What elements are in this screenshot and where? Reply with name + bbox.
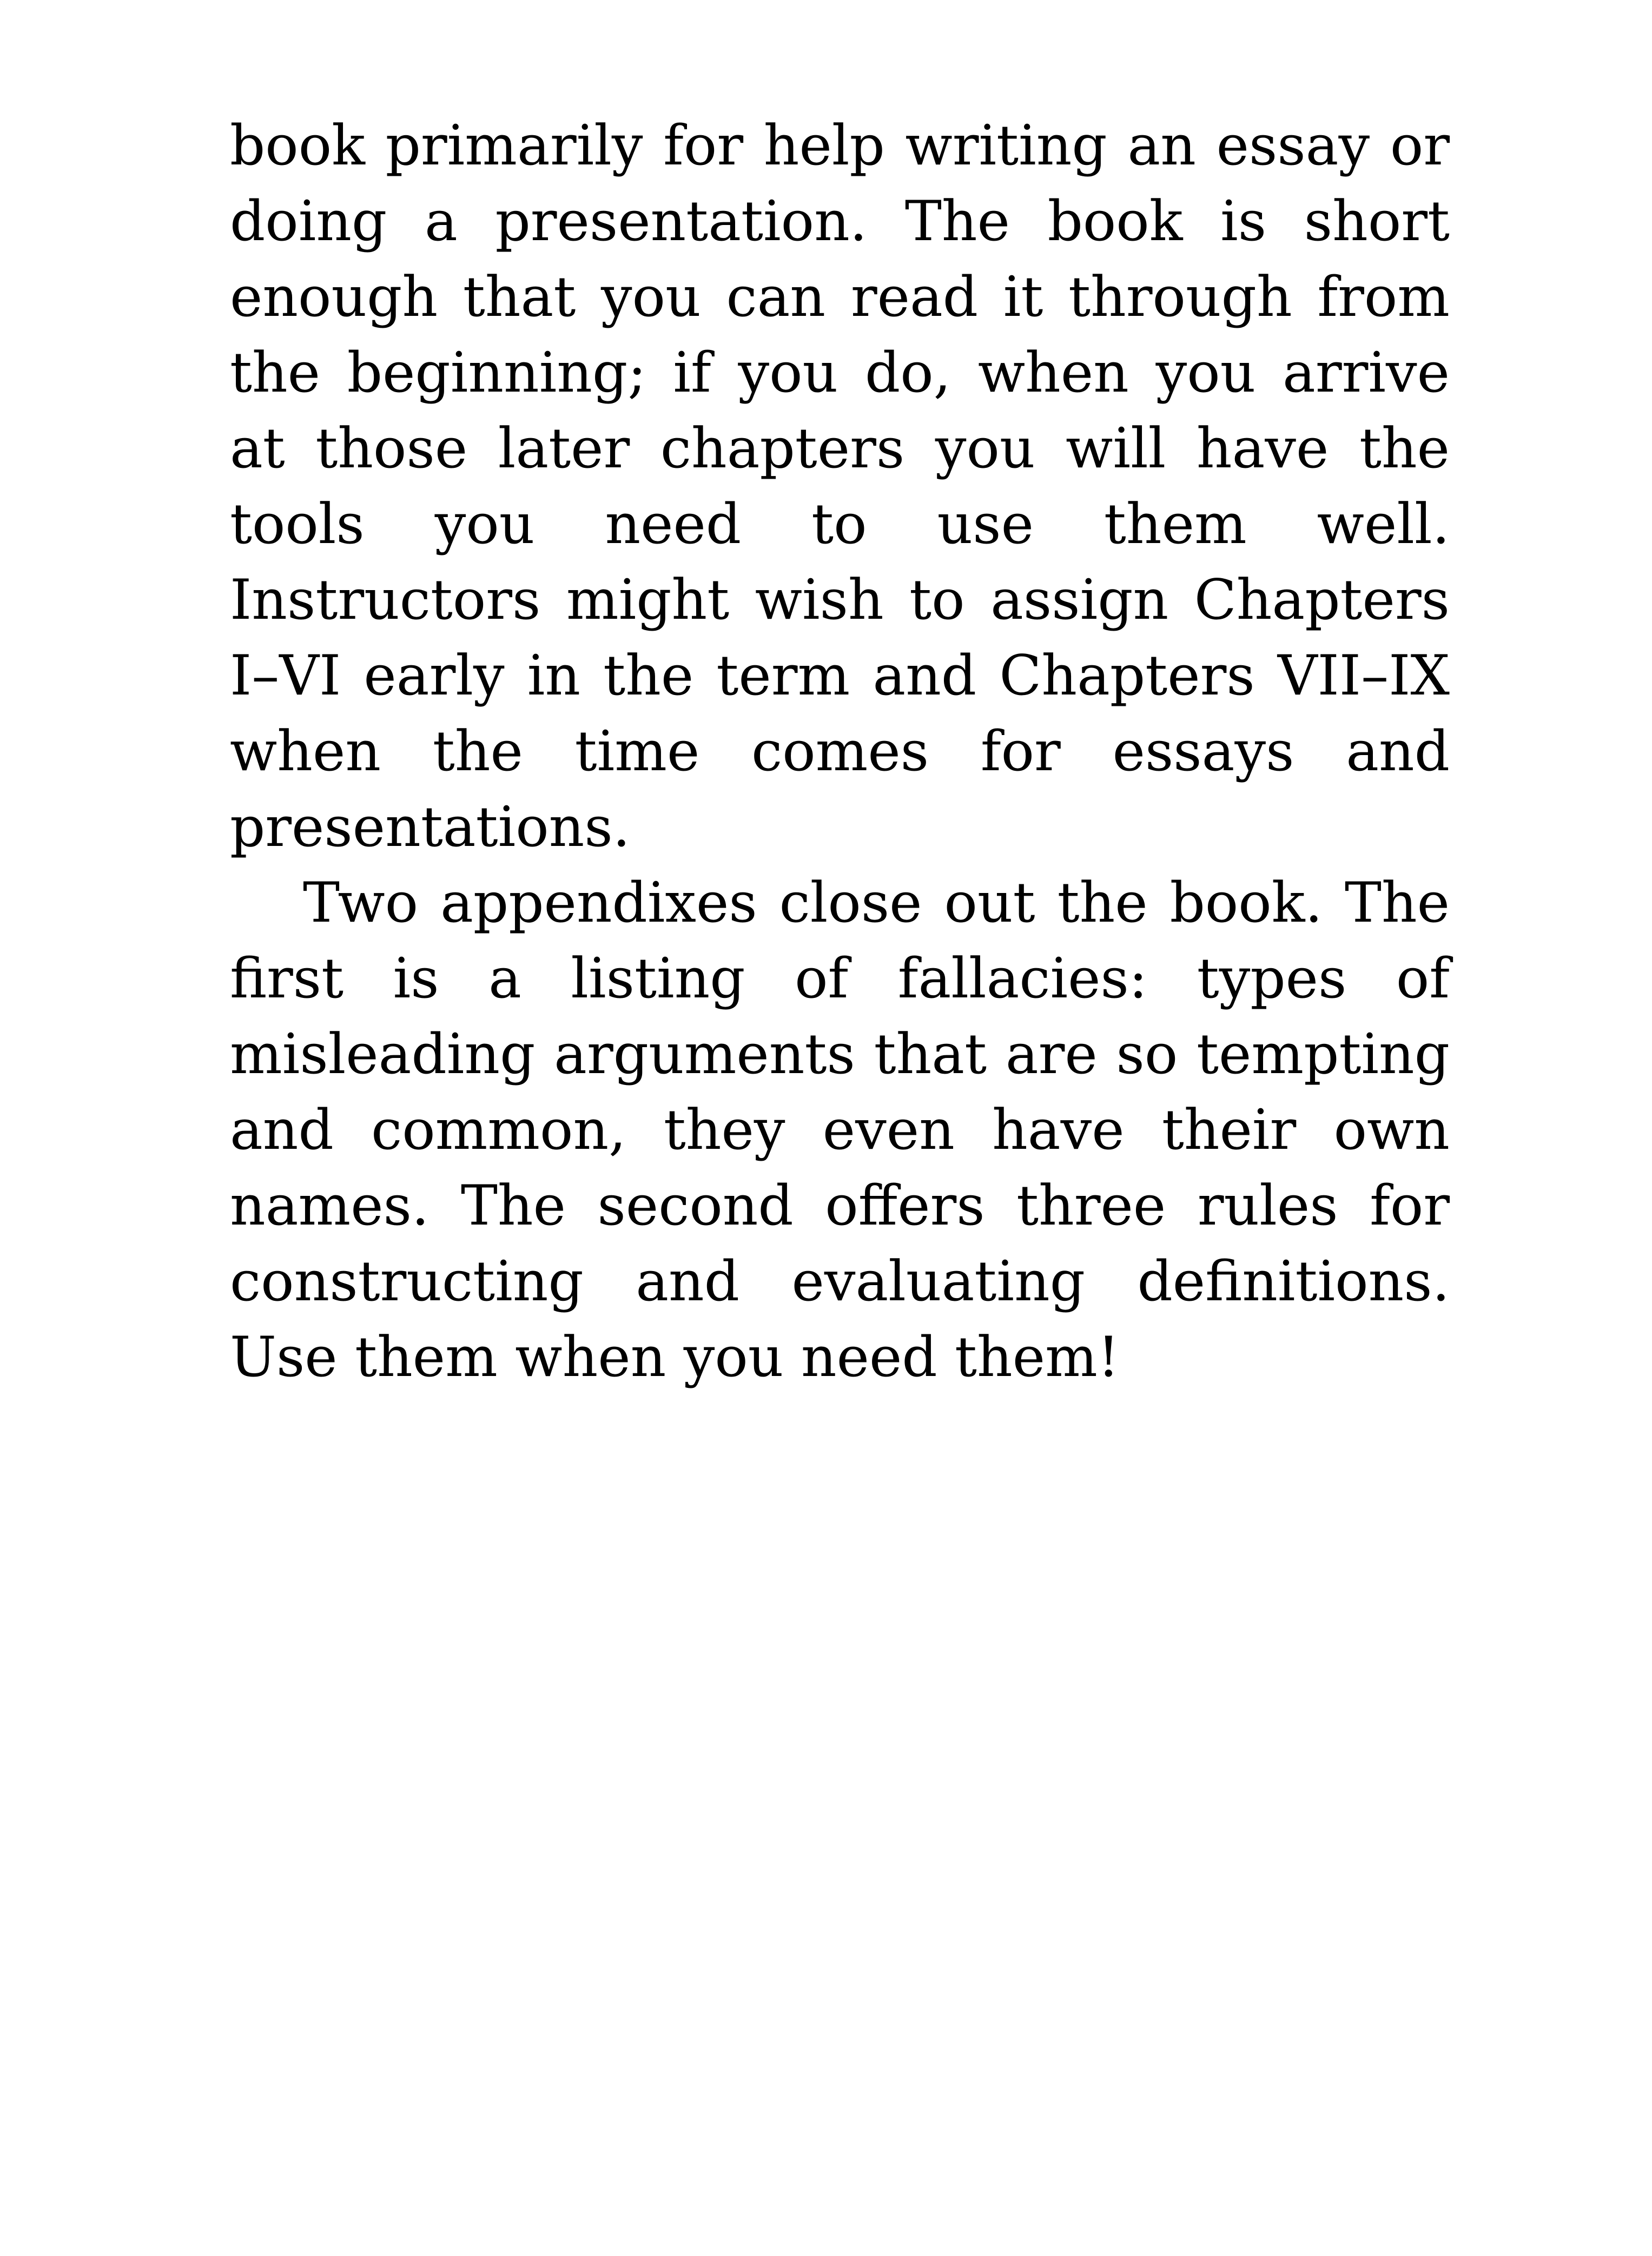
paragraph-appendixes: Two appendixes close out the book. The first is a listing of fallacies: types of misleading arguments that are so tempting and common, they even have their own names. The second offers three rules for constructing and evaluating definitions. Use them when you need them! xyxy=(230,871,1450,1390)
body-text xyxy=(230,108,1450,1395)
paragraph-continued: book primarily for help writing an essay or doing a presentation. The book is short enough that you can read it through from the beginning; if you do, when you arrive at those later chapters you will have the tools you need to use them well. Instructors might wish to assign Chapters I–VI early in the term and Chapters VII–IX when the time comes for essays and presentations. xyxy=(230,114,1450,859)
